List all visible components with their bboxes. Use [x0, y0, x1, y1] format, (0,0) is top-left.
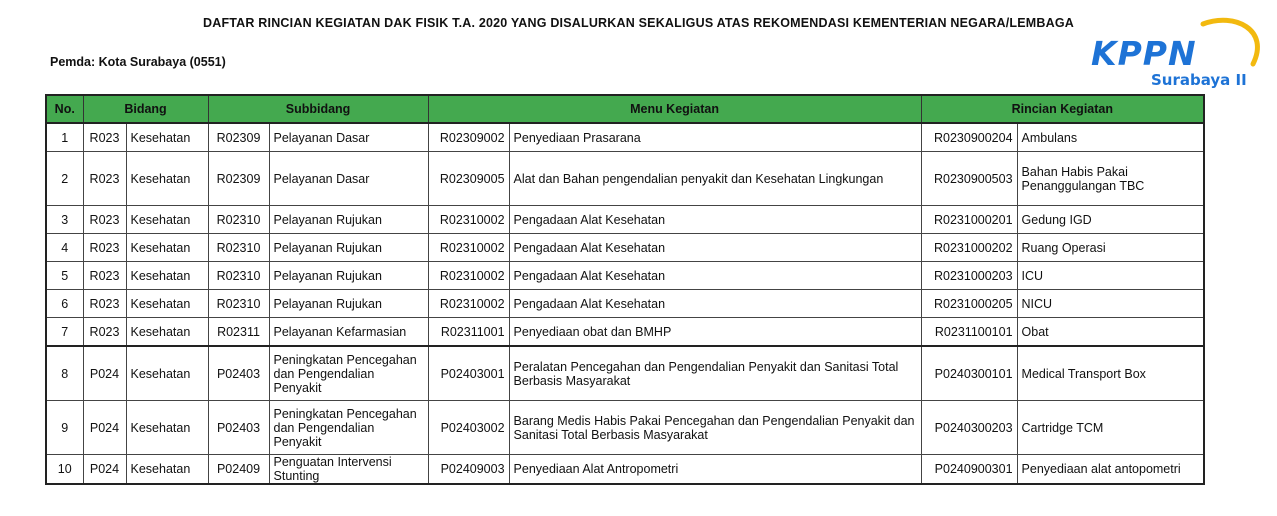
- cell-no: 7: [46, 318, 83, 347]
- table-row: [46, 123, 1204, 152]
- cell-no: 8: [46, 346, 83, 401]
- cell-rincian: Cartridge TCM: [1017, 401, 1204, 455]
- table-row: [46, 206, 1204, 234]
- cell-bidang-code: R023: [83, 290, 126, 318]
- cell-subbidang-code: R02310: [208, 234, 269, 262]
- cell-bidang: Kesehatan: [126, 401, 208, 455]
- cell-menu-code: R02310002: [428, 262, 509, 290]
- cell-rincian-code: P0240300203: [921, 401, 1017, 455]
- cell-bidang: Kesehatan: [126, 206, 208, 234]
- activity-table: [45, 94, 1205, 485]
- cell-no: 9: [46, 401, 83, 455]
- cell-menu-code: R02310002: [428, 234, 509, 262]
- cell-menu: Alat dan Bahan pengendalian penyakit dan Kesehatan Lingkungan: [509, 152, 921, 206]
- cell-rincian-code: R0230900503: [921, 152, 1017, 206]
- cell-bidang: Kesehatan: [126, 318, 208, 347]
- cell-no: 5: [46, 262, 83, 290]
- cell-bidang-code: R023: [83, 206, 126, 234]
- cell-bidang-code: R023: [83, 152, 126, 206]
- cell-menu-code: P02409003: [428, 455, 509, 485]
- cell-subbidang: Pelayanan Rujukan: [269, 262, 428, 290]
- cell-subbidang-code: P02409: [208, 455, 269, 485]
- cell-rincian: Penyediaan alat antopometri: [1017, 455, 1204, 485]
- cell-menu: Pengadaan Alat Kesehatan: [509, 290, 921, 318]
- cell-menu-code: P02403002: [428, 401, 509, 455]
- cell-rincian-code: R0230900204: [921, 123, 1017, 152]
- cell-rincian: Ambulans: [1017, 123, 1204, 152]
- cell-menu: Penyediaan Prasarana: [509, 123, 921, 152]
- cell-menu-code: P02403001: [428, 346, 509, 401]
- cell-subbidang-code: R02311: [208, 318, 269, 347]
- header-bidang: Bidang: [83, 95, 208, 123]
- cell-subbidang-code: R02310: [208, 206, 269, 234]
- cell-bidang-code: R023: [83, 123, 126, 152]
- cell-rincian-code: P0240300101: [921, 346, 1017, 401]
- cell-menu: Pengadaan Alat Kesehatan: [509, 234, 921, 262]
- logo-subtitle: Surabaya II: [1151, 71, 1247, 89]
- cell-bidang: Kesehatan: [126, 346, 208, 401]
- document-title: DAFTAR RINCIAN KEGIATAN DAK FISIK T.A. 2020 YANG DISALURKAN SEKALIGUS ATAS REKOMENDASI KEMENTERIAN NEGARA/LEMBAGA: [202, 16, 1075, 30]
- cell-rincian-code: R0231000203: [921, 262, 1017, 290]
- cell-bidang: Kesehatan: [126, 290, 208, 318]
- cell-rincian: Medical Transport Box: [1017, 346, 1204, 401]
- cell-subbidang: Pelayanan Dasar: [269, 123, 428, 152]
- table-row: [46, 455, 1204, 485]
- cell-subbidang-code: R02309: [208, 123, 269, 152]
- cell-rincian-code: R0231100101: [921, 318, 1017, 347]
- cell-rincian-code: R0231000202: [921, 234, 1017, 262]
- cell-bidang: Kesehatan: [126, 152, 208, 206]
- pemda-label: Pemda: Kota Surabaya (0551): [50, 55, 226, 69]
- cell-bidang: Kesehatan: [126, 234, 208, 262]
- header-subbidang: Subbidang: [208, 95, 428, 123]
- cell-rincian: NICU: [1017, 290, 1204, 318]
- cell-no: 3: [46, 206, 83, 234]
- cell-rincian: Ruang Operasi: [1017, 234, 1204, 262]
- table-header-row: [46, 95, 1204, 123]
- header-no: No.: [46, 95, 83, 123]
- cell-rincian: Gedung IGD: [1017, 206, 1204, 234]
- cell-subbidang: Peningkatan Pencegahan dan Pengendalian Penyakit: [269, 401, 428, 455]
- cell-subbidang: Penguatan Intervensi Stunting: [269, 455, 428, 485]
- header-menu-kegiatan: Menu Kegiatan: [428, 95, 921, 123]
- cell-bidang-code: P024: [83, 455, 126, 485]
- table-row: [46, 262, 1204, 290]
- cell-menu: Pengadaan Alat Kesehatan: [509, 262, 921, 290]
- cell-menu: Penyediaan obat dan BMHP: [509, 318, 921, 347]
- header-rincian-kegiatan: Rincian Kegiatan: [921, 95, 1204, 123]
- cell-bidang: Kesehatan: [126, 262, 208, 290]
- cell-subbidang: Pelayanan Rujukan: [269, 206, 428, 234]
- cell-bidang-code: R023: [83, 262, 126, 290]
- cell-menu-code: R02309005: [428, 152, 509, 206]
- cell-bidang-code: R023: [83, 318, 126, 347]
- cell-subbidang: Peningkatan Pencegahan dan Pengendalian Penyakit: [269, 346, 428, 401]
- cell-no: 1: [46, 123, 83, 152]
- cell-no: 10: [46, 455, 83, 485]
- cell-subbidang-code: P02403: [208, 346, 269, 401]
- cell-subbidang-code: R02309: [208, 152, 269, 206]
- cell-subbidang-code: R02310: [208, 262, 269, 290]
- kppn-logo: [1085, 12, 1265, 92]
- cell-no: 2: [46, 152, 83, 206]
- cell-rincian: ICU: [1017, 262, 1204, 290]
- table-row: [46, 152, 1204, 206]
- cell-subbidang-code: P02403: [208, 401, 269, 455]
- cell-subbidang: Pelayanan Rujukan: [269, 290, 428, 318]
- cell-rincian: Obat: [1017, 318, 1204, 347]
- cell-bidang-code: P024: [83, 346, 126, 401]
- cell-menu: Peralatan Pencegahan dan Pengendalian Penyakit dan Sanitasi Total Berbasis Masyarakat: [509, 346, 921, 401]
- cell-subbidang: Pelayanan Rujukan: [269, 234, 428, 262]
- cell-bidang: Kesehatan: [126, 123, 208, 152]
- cell-bidang-code: P024: [83, 401, 126, 455]
- cell-menu-code: R02310002: [428, 206, 509, 234]
- cell-rincian-code: P0240900301: [921, 455, 1017, 485]
- cell-bidang: Kesehatan: [126, 455, 208, 485]
- logo-name: KPPN: [1091, 34, 1197, 73]
- table-row: [46, 346, 1204, 401]
- cell-subbidang: Pelayanan Kefarmasian: [269, 318, 428, 347]
- table-row: [46, 401, 1204, 455]
- table-row: [46, 290, 1204, 318]
- cell-menu: Penyediaan Alat Antropometri: [509, 455, 921, 485]
- cell-subbidang-code: R02310: [208, 290, 269, 318]
- cell-no: 4: [46, 234, 83, 262]
- cell-rincian-code: R0231000205: [921, 290, 1017, 318]
- table-row: [46, 234, 1204, 262]
- cell-rincian-code: R0231000201: [921, 206, 1017, 234]
- cell-rincian: Bahan Habis Pakai Penanggulangan TBC: [1017, 152, 1204, 206]
- cell-subbidang: Pelayanan Dasar: [269, 152, 428, 206]
- cell-menu: Pengadaan Alat Kesehatan: [509, 206, 921, 234]
- table-row: [46, 318, 1204, 347]
- cell-menu-code: R02310002: [428, 290, 509, 318]
- cell-menu: Barang Medis Habis Pakai Pencegahan dan Pengendalian Penyakit dan Sanitasi Total Berbasis Masyarakat: [509, 401, 921, 455]
- cell-menu-code: R02311001: [428, 318, 509, 347]
- cell-menu-code: R02309002: [428, 123, 509, 152]
- cell-bidang-code: R023: [83, 234, 126, 262]
- cell-no: 6: [46, 290, 83, 318]
